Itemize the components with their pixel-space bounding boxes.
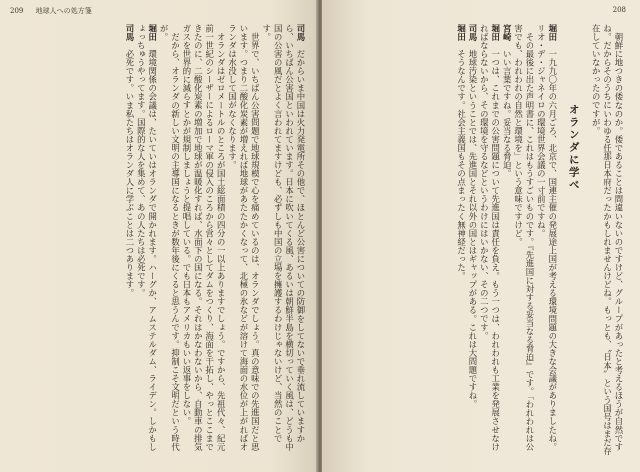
paragraph-text: 世界で、いちばん公害問題で地球規模で心を痛めているのは、オランダでしょう。真の意味での先進国だと思います。つまり二酸化炭素が増えれば地球があたたかくなって、北極の氷などが溶けて海面の水位が上がればオランダは水没して国がなくなります。 — [227, 24, 261, 452]
page-number: 209 — [10, 7, 24, 15]
dialogue-paragraph — [124, 24, 135, 456]
paragraph-text: 環境関係の会議は、たいていはオランダで開かれます。ハーグか、アムステルダム、ライデン。しかもしょっちゅうやってます。国際的な人を集めて、あの人たちは必死です。 — [136, 24, 158, 452]
speaker-name: 司馬 — [296, 24, 306, 42]
speaker-name: 宮崎 — [502, 24, 513, 42]
paragraph-text: そうなんです。社会主義国もその点まったく無神経だった。 — [456, 49, 467, 281]
dialogue-paragraph — [260, 24, 306, 456]
paragraph-text: だから、オランダの新しい文明の主導国になるときが数年後にくると思うんです。抑制こそ文明だという時代が。 — [159, 24, 181, 452]
paragraph-text: 一九九〇年の六月ごろ、北京で、国連主催の発展途上国が考える環境問題の大きな会議がありましたね。リオ・デ・ジャネイロの環境世界会議の一寸前ですね。 — [536, 24, 558, 452]
speaker-name: 堀田 — [147, 24, 158, 42]
right-body-text — [332, 24, 624, 456]
dialogue-paragraph — [135, 24, 158, 456]
dialogue-paragraph — [226, 24, 260, 456]
dialogue-paragraph — [158, 24, 181, 456]
dialogue-paragraph — [535, 24, 558, 456]
speaker-name: 司馬 — [124, 24, 135, 42]
right-page — [322, 0, 640, 472]
paragraph-text: その最後に出た声明書に、これはもうすごいものです。『先進国に対する妥当なる脅迫』です。「われわれは公害でも、われわれの自然と環境を」という意味ですけど。 — [513, 24, 535, 452]
dialogue-paragraph — [512, 24, 535, 456]
speaker-name: 堀田 — [490, 24, 501, 42]
page-number: 208 — [612, 6, 626, 14]
dialogue-paragraph — [478, 24, 501, 456]
left-page-header — [10, 6, 92, 16]
paragraph-text: 一つは、これまでの公害問題について先進国は責任を負え。もう一つは、われわれも工業を発展させなければならないから、その環境を守るなどというわけにはいかない、その二つです。 — [479, 24, 501, 452]
left-page — [0, 0, 318, 472]
paragraph-text: 朝鮮に地つきの倭なのか。倭であることは間違いないのですけど、グループがあったと考えるほうが自然ですね。だからそのうちにいわゆる任那日本府だったかもしれませんけどね。もっとも、〝日本〟という国号はまだ存在していなかったのですが。 — [591, 24, 624, 456]
left-body-text — [10, 24, 306, 456]
paragraph-text: 地球汚染ということでは、先進国とそれ以外の国とはギャップがある。これは大問題ですね。 — [467, 49, 478, 409]
paragraph-text: いい言葉ですね。妥当なる脅迫。 — [502, 49, 513, 178]
speaker-name: 堀田 — [456, 24, 467, 42]
speaker-name: 堀田 — [547, 24, 558, 42]
dialogue-paragraph — [181, 24, 227, 456]
paragraph-text: 必死です。いま私たちはオランダ人に学ぶことは二つあります。 — [124, 49, 135, 298]
paragraph-text: だからいま中国は火力発電所その他で、ほとんど公害についての防御をしてないで垂れ流していますから、いちばん公害国といわれています。日本に吹いてくる風、あるいは朝鮮半島を横切っていく風は、どうも中国の公害の風だとよく言われてますけども、必ずしも中国の立場を擁護するわけじゃないけど、当然のことです。 — [261, 24, 306, 451]
dialogue-paragraph — [467, 24, 478, 456]
section-heading: オランダに学べ — [567, 104, 580, 192]
dialogue-paragraph — [590, 24, 624, 456]
right-page-header — [613, 6, 626, 14]
dialogue-paragraph — [501, 24, 512, 456]
paragraph-text: オランダはゼロメートルのところが国土総面積の四分の一以上ありますでしょう。ですから、先祖代々、紀元前一世紀のシーザーによるローマ軍の侵入のころから営々としてダムをつくり、海面を干拓し、やっとここまできたのに、二酸化炭素の増加で地球が温暖化すれば、水面下の国になる。それはかなわないから、自動車の排気ガスを世界的に減らすとかが規制しましょうと提唱している。でも日本もアメリカもいい返事をしない。 — [181, 24, 227, 452]
dialogue-paragraph — [455, 24, 466, 456]
running-title: 地球人への処方箋 — [35, 7, 92, 15]
speaker-name: 司馬 — [467, 24, 478, 42]
